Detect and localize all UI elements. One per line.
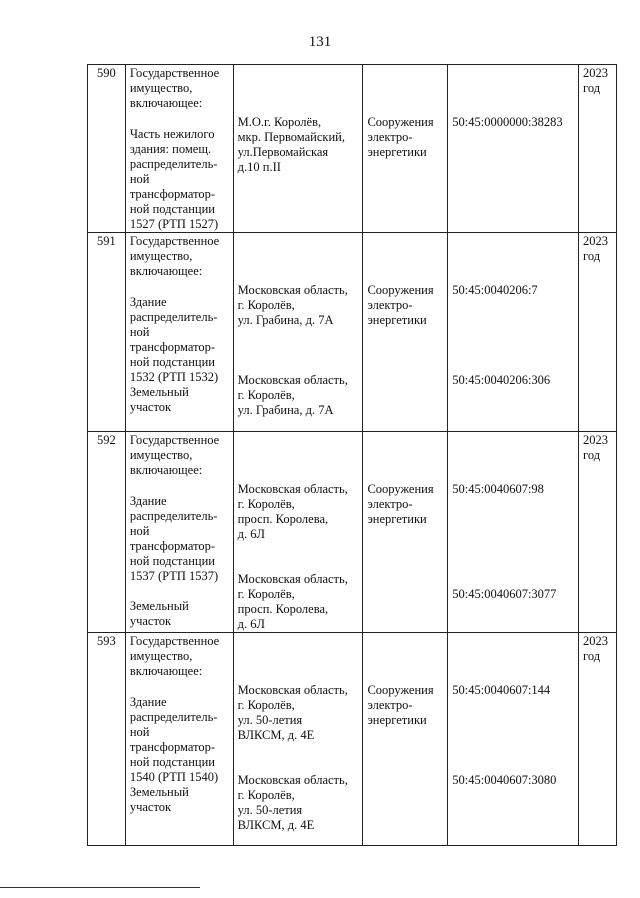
- land-cadastral-number: 50:45:0040607:3077: [452, 587, 557, 601]
- cadastral-cell: [448, 432, 579, 633]
- year-value: 2023: [583, 234, 609, 248]
- year-value: 2023: [583, 634, 609, 648]
- property-name-cell: [125, 432, 233, 633]
- table-row: [88, 432, 617, 633]
- address-line: г. Королёв,: [237, 298, 295, 312]
- address-line: просп. Королева,: [237, 512, 329, 526]
- address-line: ВЛКСМ, д. 4Е: [237, 728, 315, 742]
- object-name-line: распределитель-: [129, 157, 218, 171]
- address-line: г. Королёв,: [237, 698, 295, 712]
- address-line: Московская область,: [237, 683, 348, 697]
- object-name-line: 1540 (РТП 1540): [129, 770, 219, 784]
- heading-line: Государственное: [129, 66, 220, 80]
- object-name-line: ной подстанции: [129, 755, 215, 769]
- year-unit: год: [583, 649, 601, 663]
- purpose-cell: [363, 233, 448, 432]
- heading-line: Государственное: [129, 634, 220, 648]
- object-name-line: ной подстанции: [129, 554, 215, 568]
- cadastral-cell: [448, 633, 579, 846]
- object-name-line: ной: [129, 725, 150, 739]
- purpose-line: электро-: [367, 497, 413, 511]
- cadastral-number: 50:45:0040607:98: [452, 482, 544, 496]
- year-value: 2023: [583, 66, 609, 80]
- object-name-line: Здание: [129, 494, 167, 508]
- land-address-line: ул. Грабина, д. 7А: [237, 403, 334, 417]
- address-line: Московская область,: [237, 482, 348, 496]
- heading-line: Государственное: [129, 433, 220, 447]
- object-name-line: 1532 (РТП 1532): [129, 370, 219, 384]
- scan-artifact-line: [0, 887, 200, 888]
- purpose-cell: [363, 633, 448, 846]
- purpose-line: энергетики: [367, 313, 427, 327]
- property-name-cell: [125, 65, 233, 233]
- page-number: 131: [308, 34, 332, 50]
- property-name-cell: [125, 233, 233, 432]
- land-name-line: участок: [129, 614, 172, 628]
- heading-line: включающее:: [129, 264, 203, 278]
- object-name-line: Часть нежилого: [129, 127, 215, 141]
- cadastral-number: 50:45:0040607:144: [452, 683, 551, 697]
- object-name-line: ной: [129, 172, 150, 186]
- purpose-line: Сооружения: [367, 482, 434, 496]
- address-line: г. Королёв,: [237, 497, 295, 511]
- land-name-line: Земельный: [129, 385, 189, 399]
- object-name-line: распределитель-: [129, 509, 218, 523]
- address-line: ул. Грабина, д. 7А: [237, 313, 334, 327]
- heading-line: имущество,: [129, 249, 193, 263]
- address-line: Московская область,: [237, 283, 348, 297]
- object-name-line: здания: помещ.: [129, 142, 212, 156]
- year-cell: [579, 432, 617, 633]
- year-cell: [579, 233, 617, 432]
- row-number: 592: [88, 432, 126, 633]
- purpose-line: электро-: [367, 698, 413, 712]
- purpose-cell: [363, 65, 448, 233]
- land-cadastral-number: 50:45:0040206:306: [452, 373, 551, 387]
- heading-line: включающее:: [129, 463, 203, 477]
- purpose-line: Сооружения: [367, 283, 434, 297]
- land-address-line: Московская область,: [237, 572, 348, 586]
- object-name-line: 1527 (РТП 1527): [129, 217, 219, 231]
- heading-line: имущество,: [129, 649, 193, 663]
- property-registry-table: [87, 64, 617, 846]
- address-cell: [233, 233, 363, 432]
- purpose-line: энергетики: [367, 512, 427, 526]
- purpose-line: энергетики: [367, 145, 427, 159]
- row-number: 590: [88, 65, 126, 233]
- property-name-cell: [125, 633, 233, 846]
- land-name-line: Земельный: [129, 785, 189, 799]
- land-address-line: г. Королёв,: [237, 587, 295, 601]
- land-address-line: просп. Королева,: [237, 602, 329, 616]
- land-address-line: г. Королёв,: [237, 788, 295, 802]
- address-line: д.10 п.II: [237, 160, 281, 174]
- heading-line: Государственное: [129, 234, 220, 248]
- heading-line: включающее:: [129, 96, 203, 110]
- object-name-line: распределитель-: [129, 310, 218, 324]
- cadastral-number: 50:45:0000000:38283: [452, 115, 563, 129]
- heading-line: имущество,: [129, 81, 193, 95]
- row-number: 593: [88, 633, 126, 846]
- object-name-line: Здание: [129, 295, 167, 309]
- address-line: М.О.г. Королёв,: [237, 115, 322, 129]
- address-line: ул.Первомайская: [237, 145, 329, 159]
- address-line: мкр. Первомайский,: [237, 130, 345, 144]
- land-cadastral-number: 50:45:0040607:3080: [452, 773, 557, 787]
- land-name-line: участок: [129, 400, 172, 414]
- year-unit: год: [583, 448, 601, 462]
- object-name-line: распределитель-: [129, 710, 218, 724]
- object-name-line: трансформатор-: [129, 539, 216, 553]
- cadastral-number: 50:45:0040206:7: [452, 283, 538, 297]
- purpose-line: энергетики: [367, 713, 427, 727]
- cadastral-cell: [448, 233, 579, 432]
- table-row: [88, 65, 617, 233]
- land-address-line: ВЛКСМ, д. 4Е: [237, 818, 315, 832]
- year-unit: год: [583, 81, 601, 95]
- address-cell: [233, 65, 363, 233]
- object-name-line: трансформатор-: [129, 340, 216, 354]
- table-row: [88, 233, 617, 432]
- purpose-line: электро-: [367, 298, 413, 312]
- cadastral-cell: [448, 65, 579, 233]
- year-cell: [579, 633, 617, 846]
- year-cell: [579, 65, 617, 233]
- purpose-line: Сооружения: [367, 683, 434, 697]
- purpose-line: Сооружения: [367, 115, 434, 129]
- land-address-line: Московская область,: [237, 373, 348, 387]
- heading-line: включающее:: [129, 664, 203, 678]
- registry-body: [88, 65, 617, 846]
- land-name-line: Земельный: [129, 599, 189, 613]
- year-value: 2023: [583, 433, 609, 447]
- object-name-line: трансформатор-: [129, 740, 216, 754]
- purpose-cell: [363, 432, 448, 633]
- object-name-line: трансформатор-: [129, 187, 216, 201]
- object-name-line: ной подстанции: [129, 202, 215, 216]
- object-name-line: ной: [129, 325, 150, 339]
- object-name-line: ной подстанции: [129, 355, 215, 369]
- land-name-line: участок: [129, 800, 172, 814]
- object-name-line: Здание: [129, 695, 167, 709]
- object-name-line: 1537 (РТП 1537): [129, 569, 219, 583]
- row-number: 591: [88, 233, 126, 432]
- address-cell: [233, 633, 363, 846]
- purpose-line: электро-: [367, 130, 413, 144]
- land-address-line: ул. 50-летия: [237, 803, 303, 817]
- land-address-line: г. Королёв,: [237, 388, 295, 402]
- address-line: ул. 50-летия: [237, 713, 303, 727]
- land-address-line: Московская область,: [237, 773, 348, 787]
- address-line: д. 6Л: [237, 527, 265, 541]
- year-unit: год: [583, 249, 601, 263]
- land-address-line: д. 6Л: [237, 617, 265, 631]
- object-name-line: ной: [129, 524, 150, 538]
- address-cell: [233, 432, 363, 633]
- table-row: [88, 633, 617, 846]
- heading-line: имущество,: [129, 448, 193, 462]
